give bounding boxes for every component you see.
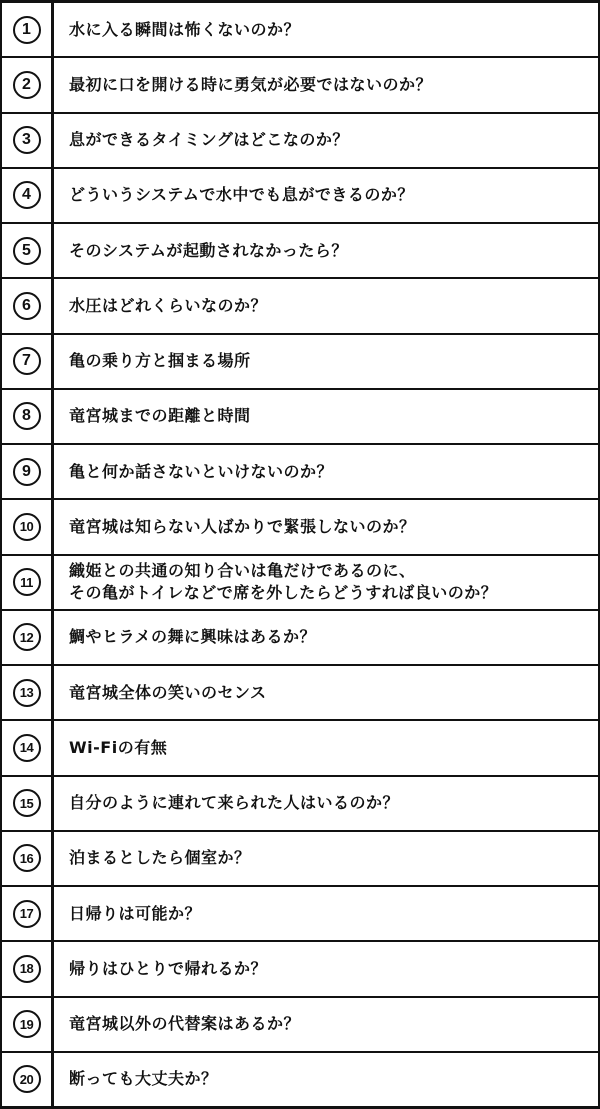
table-row [2, 445, 598, 500]
question-cell [54, 832, 598, 885]
question-text: 竜宮城までの距離と時間 [69, 406, 251, 426]
circled-number: 16 [13, 844, 41, 872]
table-row [2, 3, 598, 58]
question-cell [54, 169, 598, 222]
question-text: その亀がトイレなどで席を外したらどうすれば良いのか？ [69, 583, 498, 603]
question-text: 亀の乗り方と掴まる場所 [69, 351, 251, 371]
circled-number: 2 [13, 71, 41, 99]
circled-number: 6 [13, 292, 41, 320]
circled-number: 9 [13, 458, 41, 486]
question-text: 泊まるとしたら個室か？ [69, 848, 251, 868]
number-cell [2, 445, 54, 498]
question-text: 息ができるタイミングはどこなのか？ [69, 130, 349, 150]
circled-number: 3 [13, 126, 41, 154]
number-cell [2, 666, 54, 719]
number-cell [2, 942, 54, 995]
number-cell [2, 611, 54, 664]
circled-number: 4 [13, 181, 41, 209]
question-text: 織姫との共通の知り合いは亀だけであるのに、 [69, 561, 416, 581]
circled-number: 7 [13, 347, 41, 375]
number-cell [2, 500, 54, 553]
table-row [2, 1053, 598, 1106]
circled-number: 11 [13, 568, 41, 596]
number-cell [2, 887, 54, 940]
question-text: どういうシステムで水中でも息ができるのか？ [69, 185, 414, 205]
number-cell [2, 721, 54, 774]
circled-number: 5 [13, 237, 41, 265]
question-cell [54, 114, 598, 167]
number-cell [2, 114, 54, 167]
table-row [2, 611, 598, 666]
question-text: 亀と何か話さないといけないのか？ [69, 461, 334, 481]
number-cell [2, 390, 54, 443]
question-cell [54, 390, 598, 443]
question-cell [54, 942, 598, 995]
question-text: 帰りはひとりで帰れるか？ [69, 958, 268, 978]
circled-number: 14 [13, 734, 41, 762]
question-text: 竜宮城以外の代替案はあるか？ [69, 1014, 301, 1034]
table-row [2, 279, 598, 334]
number-cell [2, 777, 54, 830]
question-text: 自分のように連れて来られた人はいるのか？ [69, 793, 400, 813]
table-row [2, 335, 598, 390]
question-text: 水圧はどれくらいなのか？ [69, 295, 268, 315]
question-cell [54, 224, 598, 277]
question-text: 最初に口を開ける時に勇気が必要ではないのか？ [69, 74, 433, 94]
question-text: 竜宮城は知らない人ばかりで緊張しないのか？ [69, 516, 416, 536]
table-row [2, 114, 598, 169]
table-row [2, 998, 598, 1053]
number-cell [2, 169, 54, 222]
question-cell [54, 666, 598, 719]
question-cell [54, 1053, 598, 1106]
number-cell [2, 335, 54, 388]
table-row [2, 58, 598, 113]
question-cell [54, 556, 598, 609]
table-row [2, 666, 598, 721]
question-text: 日帰りは可能か？ [69, 903, 202, 923]
question-cell [54, 721, 598, 774]
question-cell [54, 611, 598, 664]
circled-number: 13 [13, 679, 41, 707]
number-cell [2, 832, 54, 885]
question-cell [54, 3, 598, 56]
question-cell [54, 58, 598, 111]
table-row [2, 942, 598, 997]
table-row [2, 500, 598, 555]
question-text: Wi-Fiの有無 [69, 737, 168, 757]
question-cell [54, 445, 598, 498]
circled-number: 18 [13, 955, 41, 983]
question-cell [54, 777, 598, 830]
circled-number: 10 [13, 513, 41, 541]
question-cell [54, 887, 598, 940]
number-cell [2, 279, 54, 332]
table-row [2, 777, 598, 832]
table-row [2, 224, 598, 279]
number-cell [2, 1053, 54, 1106]
table-row [2, 169, 598, 224]
question-text: 水に入る瞬間は怖くないのか？ [69, 19, 301, 39]
circled-number: 17 [13, 900, 41, 928]
question-cell [54, 500, 598, 553]
table-row [2, 556, 598, 611]
circled-number: 19 [13, 1010, 41, 1038]
table-row [2, 887, 598, 942]
number-cell [2, 556, 54, 609]
question-text: 竜宮城全体の笑いのセンス [69, 682, 267, 702]
number-cell [2, 998, 54, 1051]
circled-number: 12 [13, 623, 41, 651]
question-cell [54, 998, 598, 1051]
table-row [2, 390, 598, 445]
question-text: 鯛やヒラメの舞に興味はあるか？ [69, 627, 317, 647]
circled-number: 15 [13, 789, 41, 817]
question-cell [54, 335, 598, 388]
number-cell [2, 58, 54, 111]
question-text: 断っても大丈夫か？ [69, 1069, 218, 1089]
question-text: そのシステムが起動されなかったら？ [69, 240, 348, 260]
question-cell [54, 279, 598, 332]
table-row [2, 832, 598, 887]
circled-number: 20 [13, 1065, 41, 1093]
circled-number: 1 [13, 16, 41, 44]
circled-number: 8 [13, 402, 41, 430]
number-cell [2, 3, 54, 56]
number-cell [2, 224, 54, 277]
table-row [2, 721, 598, 776]
